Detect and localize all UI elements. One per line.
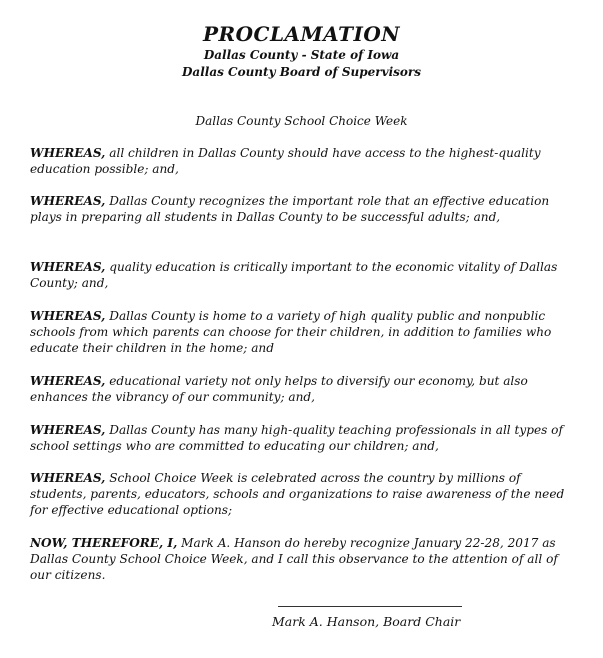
document-title: PROCLAMATION [202, 22, 401, 46]
subtitle-county-state: Dallas County - State of Iowa [203, 48, 400, 62]
whereas-paragraph-3 [30, 259, 578, 291]
paragraph-lead: WHEREAS, [30, 471, 106, 485]
whereas-paragraph-4 [30, 308, 578, 356]
paragraph-text: educational variety not only helps to diversify our economy, but also enhances the vibrancy of our community; and, [30, 374, 528, 404]
whereas-paragraph-6 [30, 422, 578, 454]
paragraph-lead: WHEREAS, [30, 309, 106, 323]
paragraph-text: School Choice Week is celebrated across the country by millions of students, parents, educators, schools and organizations to raise awareness of the need for effective educational options; [30, 471, 565, 517]
whereas-paragraph-7 [30, 470, 578, 518]
paragraph-text: all children in Dallas County should have access to the highest-quality education possible; and, [30, 146, 541, 176]
paragraph-lead: WHEREAS, [30, 423, 106, 437]
whereas-paragraph-2 [30, 193, 578, 225]
whereas-paragraph-5 [30, 373, 578, 405]
paragraph-text: Dallas County has many high-quality teaching professionals in all types of school settings who are committed to educating our children; and, [30, 423, 563, 453]
paragraph-lead: WHEREAS, [30, 374, 106, 388]
paragraph-lead: NOW, THEREFORE, I, [30, 536, 178, 550]
now-therefore-paragraph [30, 535, 578, 583]
whereas-paragraph-1 [30, 145, 578, 177]
paragraph-lead: WHEREAS, [30, 260, 106, 274]
proclamation-heading: Dallas County School Choice Week [195, 114, 408, 128]
paragraph-lead: WHEREAS, [30, 146, 106, 160]
paragraph-text: Mark A. Hanson do hereby recognize January 22-28, 2017 as Dallas County School Choice Week, and I call this observance to the attention of all of our citizens. [30, 536, 558, 582]
signature-name: Mark A. Hanson, Board Chair [272, 614, 461, 629]
subtitle-board: Dallas County Board of Supervisors [182, 65, 421, 79]
paragraph-lead: WHEREAS, [30, 194, 106, 208]
signature-line [278, 606, 462, 607]
paragraph-text: quality education is critically important to the economic vitality of Dallas County; and, [30, 260, 558, 290]
paragraph-text: Dallas County recognizes the important role that an effective education plays in preparing all students in Dallas County to be successful adults; and, [30, 194, 550, 224]
paragraph-text: Dallas County is home to a variety of high quality public and nonpublic schools from which parents can choose for their children, in addition to families who educate their children in the home; and [30, 309, 552, 355]
